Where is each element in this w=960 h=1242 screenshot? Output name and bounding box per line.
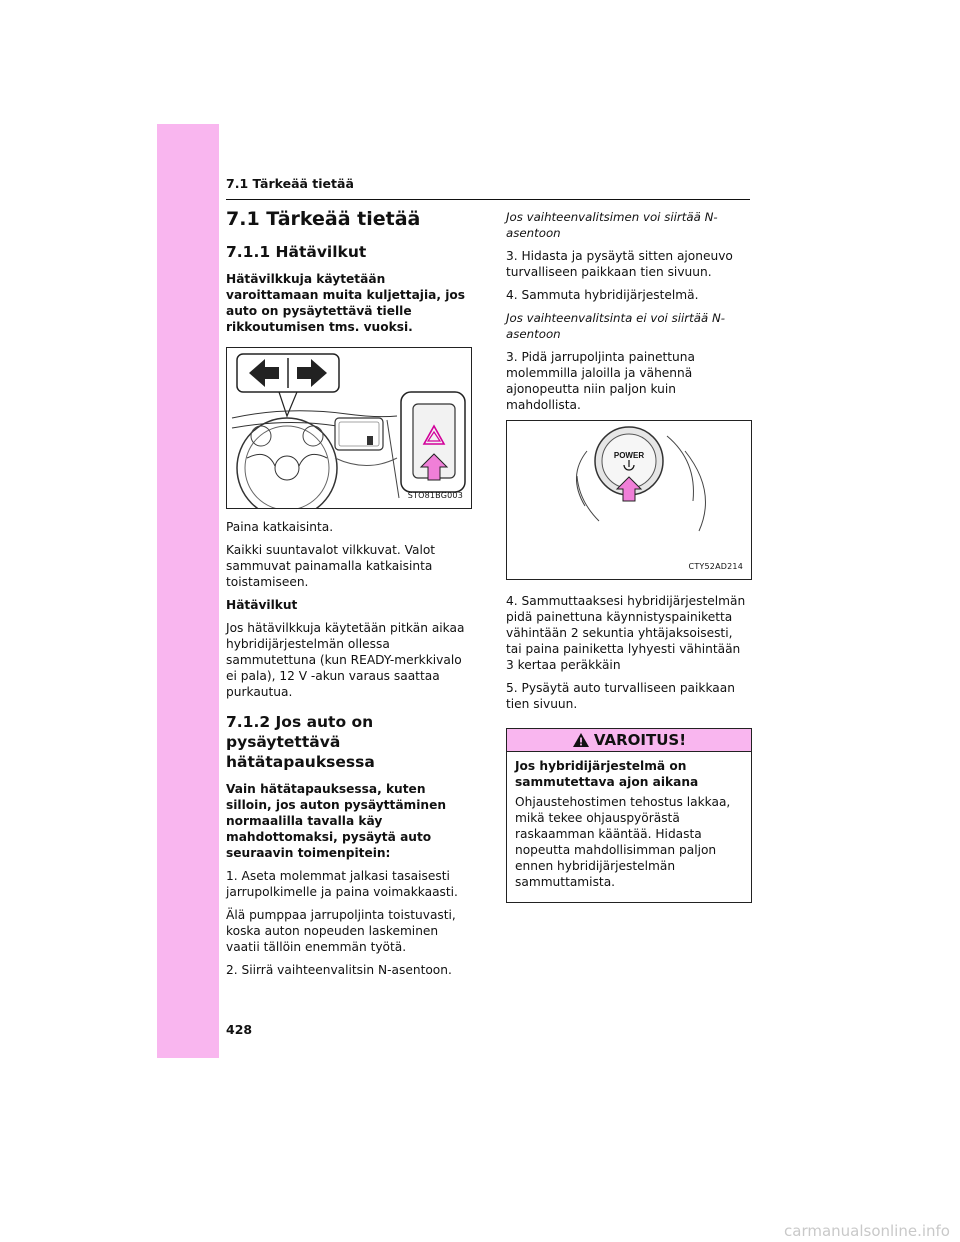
- left-column: [226, 207, 470, 985]
- hazard-intro: Hätävilkkuja käytetään varoittamaan muita kuljettajia, jos auto on pysäytettävä tielle rikkoutumisen tms. vuoksi.: [226, 272, 466, 334]
- running-header: 7.1 Tärkeää tietää: [226, 176, 354, 191]
- header-rule: [226, 199, 750, 200]
- step-1: 1. Aseta molemmat jalkasi tasaisesti jarrupolkimelle ja paina voimakkaasti.: [226, 869, 458, 899]
- hazard-switch-figure: [226, 347, 472, 509]
- warning-icon: [572, 732, 590, 748]
- step-4b: 4. Sammuttaaksesi hybridijärjestelmän pidä painettuna käynnistyspainiketta vähintään 2 sekuntia yhtäjaksoisesti, tai paina painiketta lyhyesti vähintään 3 kertaa peräkkäin: [506, 594, 746, 672]
- step-2: 2. Siirrä vaihteenvalitsin N-asentoon.: [226, 963, 452, 977]
- warning-title: VAROITUS!: [593, 731, 687, 749]
- emergency-intro: Vain hätätapauksessa, kuten silloin, jos auton pysäyttäminen normaalilla tavalla käy mahdottomaksi, pysäytä auto seuraavin toimenpitein:: [226, 782, 447, 860]
- figure-code: CTY52AD214: [688, 562, 743, 571]
- right-column: [506, 209, 750, 903]
- step-4a: 4. Sammuta hybridijärjestelmä.: [506, 288, 699, 302]
- note-heading: Hätävilkut: [226, 598, 298, 612]
- step-3b: 3. Pidä jarrupoljinta painettuna molemmilla jaloilla ja vähennä ajonopeutta niin paljon kuin mahdollista.: [506, 350, 695, 412]
- watermark: carmanualsonline.info: [784, 1222, 950, 1240]
- step-1-note: Älä pumppaa jarrupoljinta toistuvasti, koska auton nopeuden laskeminen vaatii tällöin enemmän työtä.: [226, 908, 456, 954]
- figure-code: STO81BG003: [407, 491, 463, 500]
- warning-text: Ohjaustehostimen tehostus lakkaa, mikä tekee ohjauspyörästä raskaamman kääntää. Hidasta nopeutta mahdollisimman paljon ennen hybridijärjestelmän sammuttamista.: [515, 795, 731, 889]
- instruction-press: Paina katkaisinta.: [226, 520, 334, 534]
- step-5b: 5. Pysäytä auto turvalliseen paikkaan tien sivuun.: [506, 681, 735, 711]
- power-button-label: POWER: [613, 451, 645, 460]
- section-title: 7.1 Tärkeää tietää: [226, 208, 421, 230]
- subsection-title-emergency: 7.1.2 Jos auto on pysäytettävä hätätapauksessa: [226, 713, 375, 771]
- warning-body: [507, 752, 751, 902]
- case-not-shiftable: Jos vaihteenvalitsinta ei voi siirtää N-asentoon: [506, 311, 726, 341]
- note-battery: Jos hätävilkkuja käytetään pitkän aikaa hybridijärjestelmän ollessa sammutettuna (kun READY-merkkivalo ei pala), 12 V -akun varaus saattaa purkautua.: [226, 621, 465, 699]
- warning-header: [507, 729, 751, 752]
- warning-heading: Jos hybridijärjestelmä on sammutettava ajon aikana: [515, 759, 699, 789]
- page-side-tab: [157, 124, 219, 1058]
- page-number: 428: [226, 1022, 253, 1037]
- subsection-title-hazard: 7.1.1 Hätävilkut: [226, 243, 367, 261]
- dashboard-illustration: [227, 348, 471, 508]
- warning-box: [506, 728, 752, 903]
- power-button-illustration: [507, 421, 751, 579]
- power-button-figure: [506, 420, 752, 580]
- case-shiftable: Jos vaihteenvalitsimen voi siirtää N-asentoon: [506, 210, 718, 240]
- step-3a: 3. Hidasta ja pysäytä sitten ajoneuvo turvalliseen paikkaan tien sivuun.: [506, 249, 733, 279]
- instruction-flash: Kaikki suuntavalot vilkkuvat. Valot sammuvat painamalla katkaisinta toistamiseen.: [226, 543, 436, 589]
